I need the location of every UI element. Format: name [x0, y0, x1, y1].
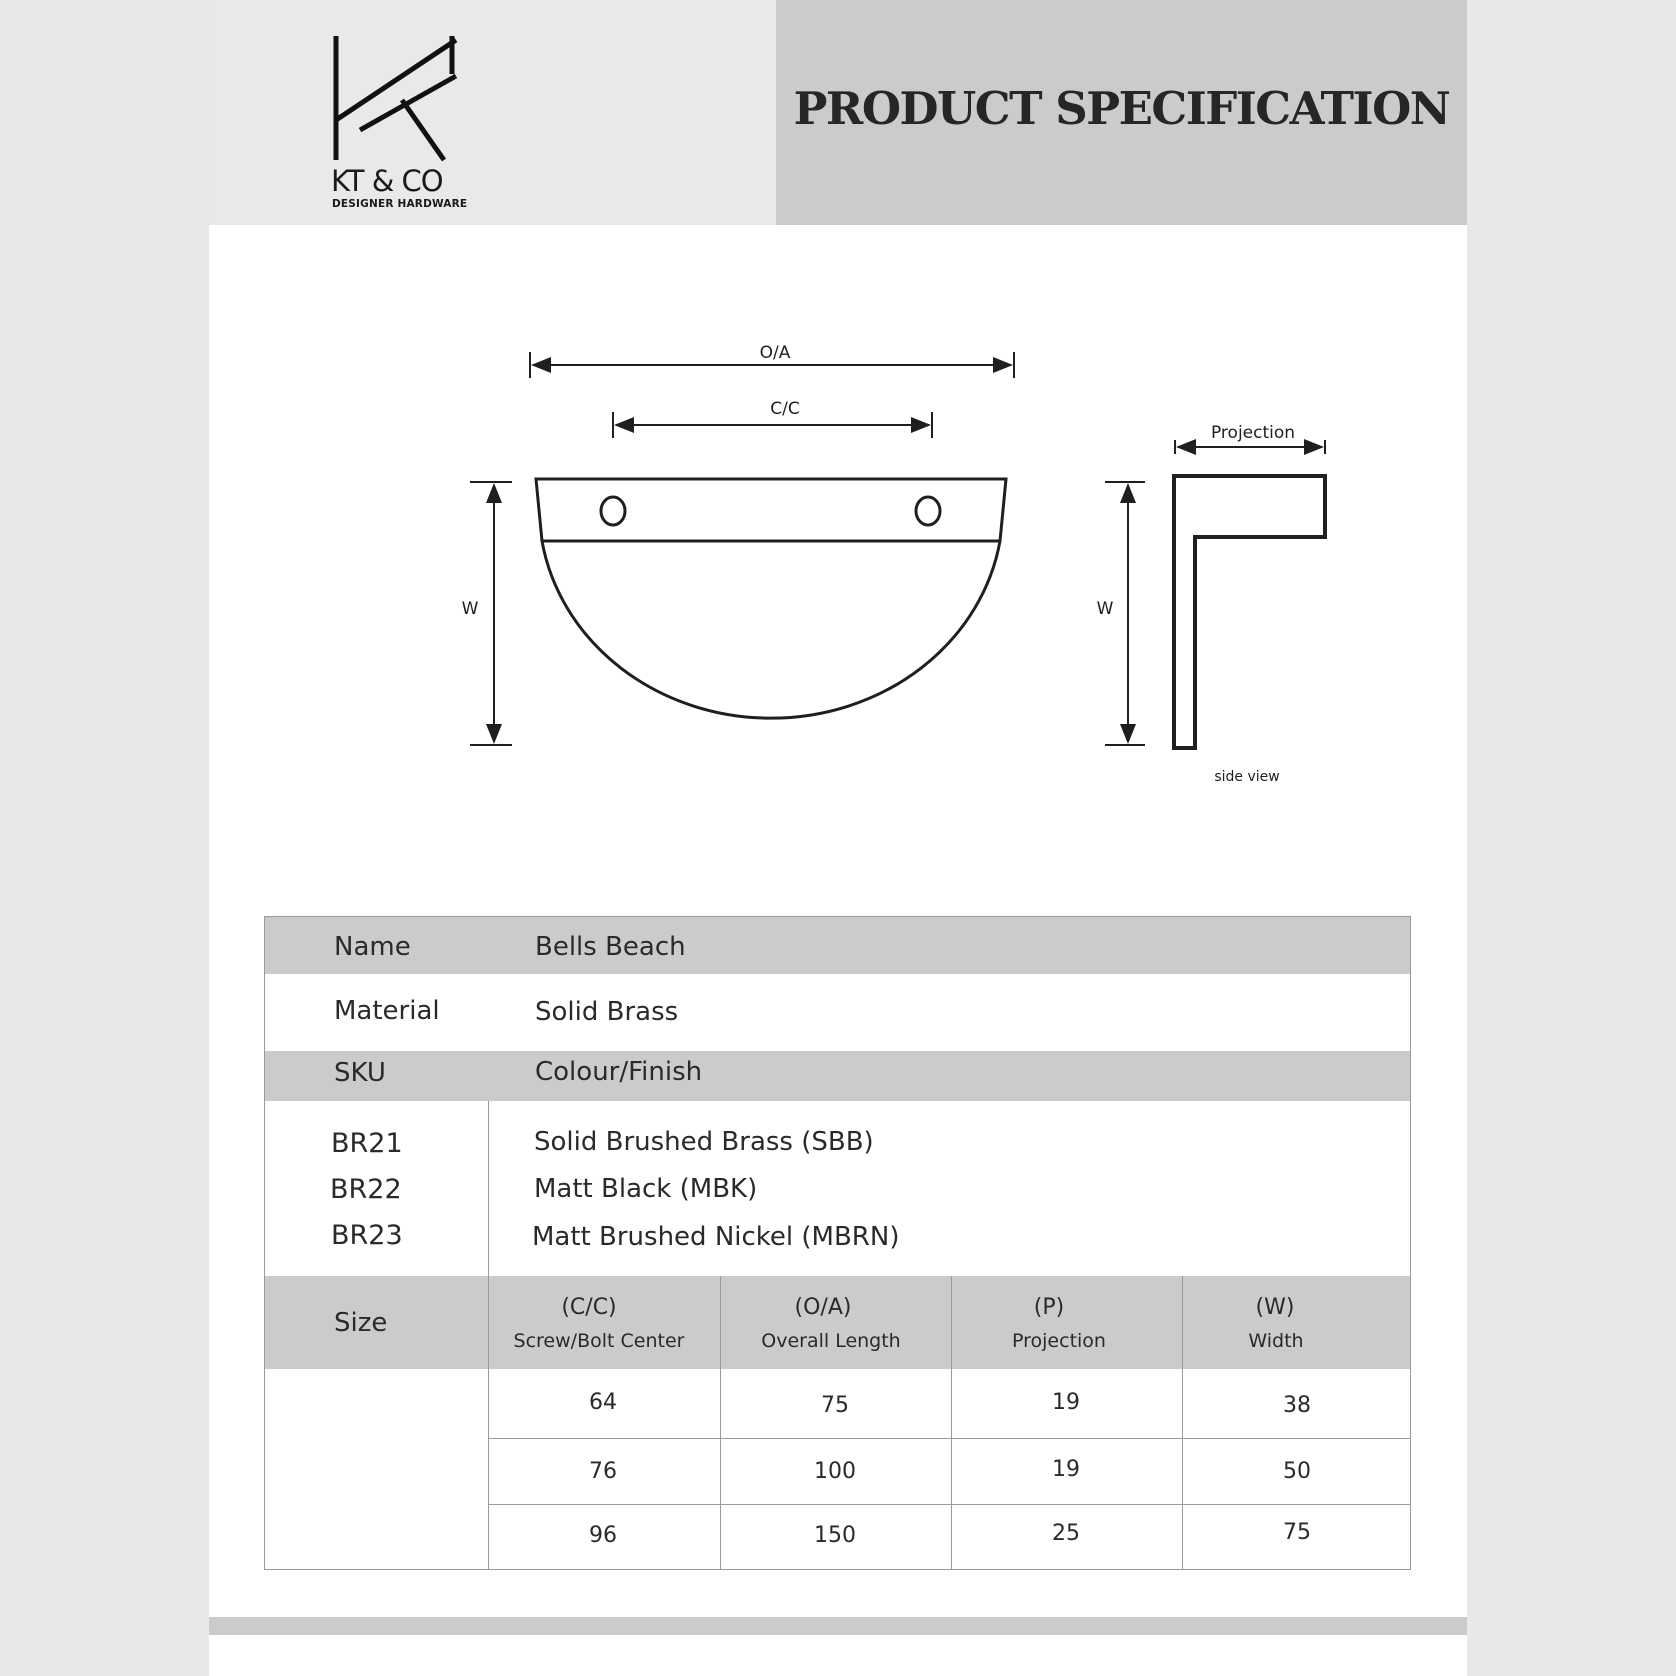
size-cell: 150	[814, 1523, 856, 1548]
material-value: Solid Brass	[535, 997, 679, 1027]
name-label: Name	[334, 932, 411, 962]
side-view-label: side view	[1214, 769, 1280, 785]
sku-code: BR21	[331, 1128, 403, 1159]
size-col-desc: Overall Length	[761, 1330, 901, 1352]
footer-bar	[209, 1617, 1467, 1635]
sku-finish: Matt Black (MBK)	[534, 1174, 758, 1204]
sku-finish: Matt Brushed Nickel (MBRN)	[532, 1222, 900, 1252]
sku-header-band	[265, 1051, 1410, 1101]
size-cell: 25	[1052, 1521, 1080, 1546]
size-cell: 50	[1283, 1459, 1311, 1484]
size-cell: 96	[589, 1523, 617, 1548]
material-label: Material	[334, 996, 440, 1026]
handle-front-outline	[536, 479, 1006, 718]
size-col-abbr: (O/A)	[794, 1295, 852, 1320]
size-grid-line	[488, 1438, 1410, 1439]
page-title: PRODUCT SPECIFICATION	[793, 82, 1450, 135]
sku-finish: Solid Brushed Brass (SBB)	[534, 1127, 874, 1157]
size-col-desc: Width	[1248, 1330, 1304, 1352]
size-cell: 19	[1052, 1390, 1080, 1415]
sku-label: SKU	[334, 1058, 386, 1088]
size-col-abbr: (P)	[1033, 1295, 1065, 1320]
size-cell: 38	[1283, 1393, 1311, 1418]
size-col-abbr: (W)	[1255, 1295, 1295, 1320]
brand-name: KT & CO	[331, 164, 443, 198]
handle-side-profile	[1174, 476, 1325, 748]
size-cell: 76	[589, 1459, 617, 1484]
size-grid-line	[488, 1504, 1410, 1505]
size-label: Size	[334, 1308, 388, 1338]
size-col-desc: Screw/Bolt Center	[513, 1330, 685, 1352]
sku-code: BR23	[331, 1220, 403, 1251]
size-col-desc: Projection	[1012, 1330, 1106, 1352]
w-label-front: W	[461, 599, 479, 619]
size-header-band	[265, 1276, 1410, 1369]
name-value: Bells Beach	[535, 932, 686, 962]
screw-hole-right-icon	[916, 497, 940, 525]
projection-label: Projection	[1210, 423, 1296, 443]
oa-label: O/A	[759, 343, 791, 363]
size-cell: 64	[589, 1390, 617, 1415]
name-row-band	[265, 917, 1410, 974]
brand-tagline: DESIGNER HARDWARE	[332, 198, 468, 210]
screw-hole-left-icon	[601, 497, 625, 525]
size-cell: 75	[1283, 1520, 1311, 1545]
cc-label: C/C	[770, 399, 800, 419]
finish-label: Colour/Finish	[535, 1057, 703, 1087]
sku-code: BR22	[330, 1174, 402, 1205]
size-cell: 75	[821, 1393, 849, 1418]
size-col-abbr: (C/C)	[561, 1295, 617, 1320]
size-cell: 19	[1052, 1457, 1080, 1482]
spec-table	[264, 916, 1411, 1570]
sku-divider	[488, 1101, 489, 1276]
w-label-side: W	[1096, 599, 1114, 619]
size-cell: 100	[814, 1459, 856, 1484]
